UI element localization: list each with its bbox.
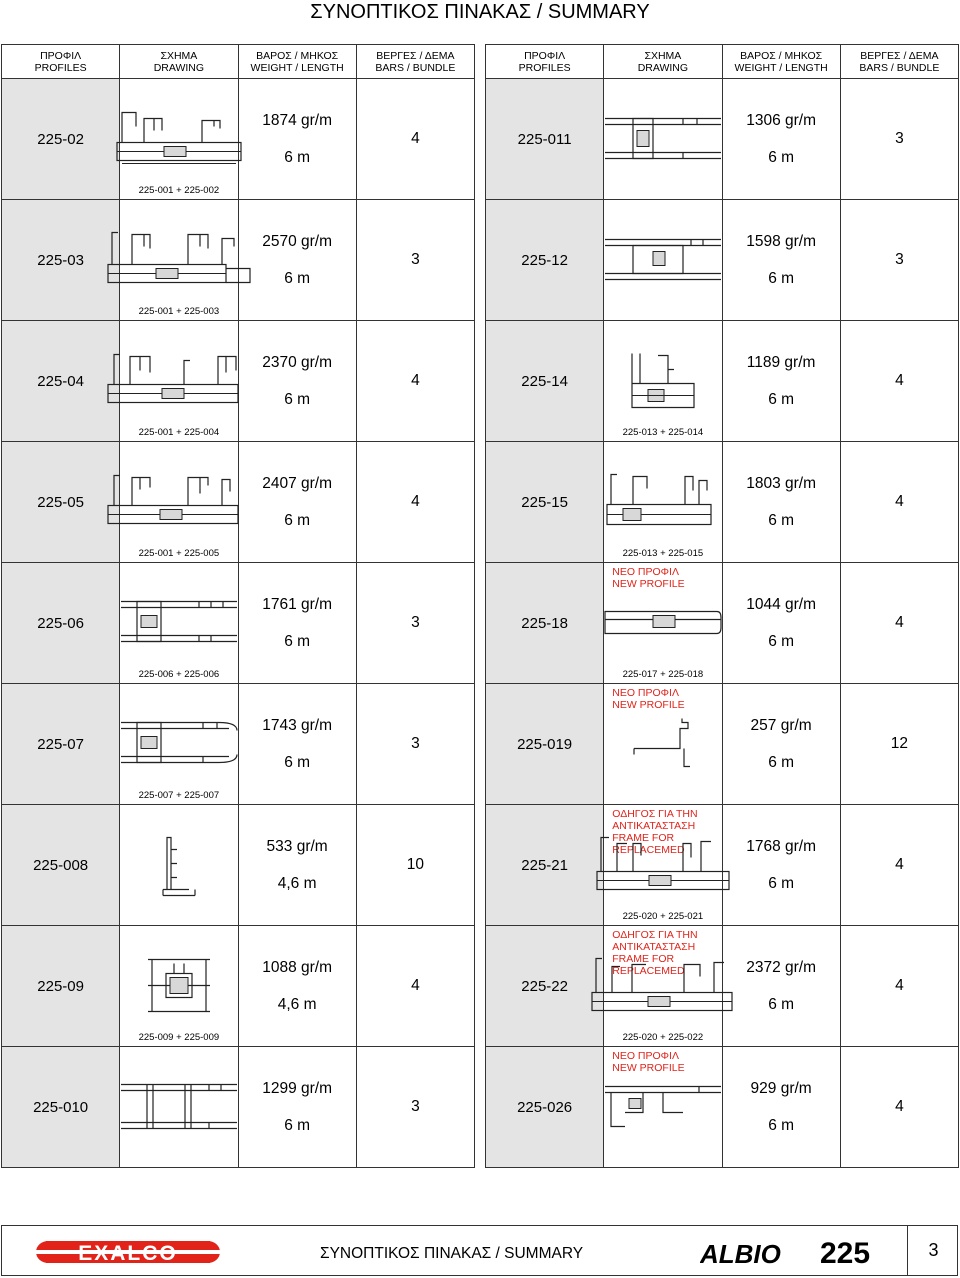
table-row: [486, 1047, 959, 1168]
weight-length-cell: [722, 805, 840, 926]
exalco-logo: [34, 1239, 222, 1270]
length-value: 6 m: [768, 1116, 795, 1134]
weight-length-cell: [722, 79, 840, 200]
profile-drawing-cell: [604, 563, 722, 684]
weight-value: 1874 gr/m: [262, 111, 333, 129]
length-value: 6 m: [768, 269, 795, 287]
table-row: [486, 563, 959, 684]
footer: [1, 1225, 958, 1276]
length-value: 6 m: [768, 995, 795, 1013]
length-value: 6 m: [768, 511, 795, 529]
table-row: [486, 805, 959, 926]
profile-note: [612, 1050, 684, 1074]
header-profiles: ΠΡΟΦΙΛ PROFILES: [2, 45, 120, 79]
profile-cross-section: [119, 719, 239, 774]
profile-combination-caption: 225-009 + 225-009: [138, 1032, 220, 1043]
profile-combination-caption: 225-001 + 225-005: [138, 548, 220, 559]
profile-drawing-cell: [120, 684, 238, 805]
length-value: 6 m: [284, 632, 311, 650]
profile-note: [612, 566, 684, 590]
weight-value: 1088 gr/m: [262, 958, 333, 976]
profile-note-line-1: ΝΕΟ ΠΡΟΦΙΛ: [612, 1050, 679, 1062]
header-profiles: ΠΡΟΦΙΛ PROFILES: [486, 45, 604, 79]
weight-length-cell: [238, 79, 356, 200]
profile-note-line-2: NEW PROFILE: [612, 1062, 685, 1074]
weight-length-cell: [238, 563, 356, 684]
table-row: [2, 442, 475, 563]
weight-value: 2570 gr/m: [262, 232, 333, 250]
bars-per-bundle: 4: [840, 563, 958, 684]
weight-length-cell: [722, 1047, 840, 1168]
bars-per-bundle: 4: [356, 321, 474, 442]
footer-title: ΣΥΝΟΠΤΙΚΟΣ ΠΙΝΑΚΑΣ / SUMMARY: [320, 1245, 584, 1262]
length-value: 6 m: [284, 511, 311, 529]
table-row: [2, 805, 475, 926]
profile-note-line-2: FRAME FOR REPLACEMED: [612, 953, 685, 977]
profile-note-line-2: FRAME FOR REPLACEMED: [612, 832, 685, 856]
profile-code: 225-15: [486, 442, 604, 563]
profile-code: 225-14: [486, 321, 604, 442]
profile-combination-caption: 225-017 + 225-018: [622, 669, 704, 680]
profile-code: 225-05: [2, 442, 120, 563]
weight-value: 1044 gr/m: [746, 595, 817, 613]
profile-drawing-cell: [604, 442, 722, 563]
profile-drawing-cell: [120, 442, 238, 563]
profile-drawing-cell: [120, 1047, 238, 1168]
profile-drawing-cell: [604, 926, 722, 1047]
profile-note-line-1: ΟΔΗΓΟΣ ΓΙΑ ΤΗΝ ΑΝΤΙΚΑΤΑΣΤΑΣΗ: [612, 929, 698, 953]
profile-cross-section: [119, 598, 239, 653]
bars-per-bundle: 3: [356, 563, 474, 684]
profile-cross-section: [114, 109, 244, 174]
weight-value: 533 gr/m: [266, 837, 328, 855]
profile-note-line-2: NEW PROFILE: [612, 699, 685, 711]
bars-per-bundle: 4: [840, 805, 958, 926]
length-value: 6 m: [284, 148, 311, 166]
bars-per-bundle: 4: [356, 442, 474, 563]
profile-note-line-1: ΟΔΗΓΟΣ ΓΙΑ ΤΗΝ ΑΝΤΙΚΑΤΑΣΤΑΣΗ: [612, 808, 698, 832]
profile-code: 225-026: [486, 1047, 604, 1168]
weight-value: 1306 gr/m: [746, 111, 817, 129]
bars-per-bundle: 3: [840, 200, 958, 321]
weight-length-cell: [722, 684, 840, 805]
profile-code: 225-019: [486, 684, 604, 805]
profile-drawing-cell: [604, 200, 722, 321]
table-row: [2, 684, 475, 805]
profile-combination-caption: 225-020 + 225-022: [622, 1032, 704, 1043]
weight-value: 1803 gr/m: [746, 474, 817, 492]
length-value: 6 m: [768, 148, 795, 166]
header-weight-length: ΒΑΡΟΣ / ΜΗΚΟΣ WEIGHT / LENGTH: [238, 45, 356, 79]
weight-value: 2370 gr/m: [262, 353, 333, 371]
profile-drawing-cell: [120, 805, 238, 926]
profile-code: 225-02: [2, 79, 120, 200]
weight-length-cell: [722, 321, 840, 442]
profile-cross-section: [603, 1083, 723, 1136]
length-value: 4,6 m: [277, 874, 317, 892]
profile-note-line-1: ΝΕΟ ΠΡΟΦΙΛ: [612, 566, 679, 578]
weight-length-cell: [238, 684, 356, 805]
bars-per-bundle: 3: [840, 79, 958, 200]
profile-cross-section: [603, 236, 723, 289]
profile-cross-section: [159, 830, 199, 905]
profile-cross-section: [104, 472, 254, 537]
length-value: 6 m: [284, 269, 311, 287]
profile-code: 225-008: [2, 805, 120, 926]
bars-per-bundle: 3: [356, 684, 474, 805]
profile-cross-section: [104, 229, 254, 296]
table-row: [486, 79, 959, 200]
table-row: [486, 442, 959, 563]
table-row: [2, 563, 475, 684]
weight-length-cell: [722, 926, 840, 1047]
profile-drawing-cell: [120, 321, 238, 442]
profile-combination-caption: 225-007 + 225-007: [138, 790, 220, 801]
bars-per-bundle: 4: [356, 79, 474, 200]
svg-text:EXALCO: EXALCO: [78, 1242, 178, 1265]
profile-code: 225-07: [2, 684, 120, 805]
header-weight-length: ΒΑΡΟΣ / ΜΗΚΟΣ WEIGHT / LENGTH: [722, 45, 840, 79]
weight-value: 1598 gr/m: [746, 232, 817, 250]
table-row: [486, 200, 959, 321]
table-row: [2, 200, 475, 321]
table-row: [486, 684, 959, 805]
profile-cross-section: [104, 351, 254, 416]
weight-length-cell: [238, 805, 356, 926]
page-number: 3: [928, 1240, 939, 1260]
profile-drawing-cell: [120, 79, 238, 200]
profile-cross-section: [119, 1081, 239, 1138]
profile-drawing-cell: [604, 684, 722, 805]
albio-225-logo: [700, 1235, 892, 1272]
table-row: [2, 926, 475, 1047]
profile-code: 225-010: [2, 1047, 120, 1168]
weight-value: 2407 gr/m: [262, 474, 333, 492]
profile-cross-section: [588, 953, 738, 1024]
profile-cross-section: [593, 832, 733, 903]
bars-per-bundle: 4: [840, 1047, 958, 1168]
table-row: [486, 321, 959, 442]
profile-code: 225-09: [2, 926, 120, 1047]
svg-text:ALBIO: ALBIO: [700, 1239, 781, 1267]
bars-per-bundle: 4: [840, 442, 958, 563]
bars-per-bundle: 4: [840, 926, 958, 1047]
weight-value: 1761 gr/m: [262, 595, 333, 613]
page-title: ΣΥΝΟΠΤΙΚΟΣ ΠΙΝΑΚΑΣ / SUMMARY: [310, 1, 650, 23]
table-row: [2, 321, 475, 442]
length-value: 6 m: [768, 390, 795, 408]
profile-cross-section: [628, 350, 698, 417]
profile-code: 225-12: [486, 200, 604, 321]
profile-drawing-cell: [604, 1047, 722, 1168]
weight-value: 1189 gr/m: [746, 353, 816, 371]
weight-length-cell: [238, 1047, 356, 1168]
page-number-box: [907, 1226, 959, 1275]
svg-text:225: 225: [820, 1237, 871, 1267]
bars-per-bundle: 3: [356, 1047, 474, 1168]
weight-value: 2372 gr/m: [746, 958, 817, 976]
bars-per-bundle: 12: [840, 684, 958, 805]
weight-value: 929 gr/m: [750, 1079, 812, 1097]
profile-cross-section: [603, 471, 723, 538]
length-value: 6 m: [284, 390, 311, 408]
length-value: 4,6 m: [277, 995, 317, 1013]
profile-code: 225-22: [486, 926, 604, 1047]
profile-combination-caption: 225-001 + 225-004: [138, 427, 220, 438]
header-bars-bundle: ΒΕΡΓΕΣ / ΔΕΜΑ BARS / BUNDLE: [840, 45, 958, 79]
profile-note-line-2: NEW PROFILE: [612, 578, 685, 590]
length-value: 6 m: [768, 632, 795, 650]
profile-code: 225-011: [486, 79, 604, 200]
profile-cross-section: [628, 715, 698, 778]
table-row: [486, 926, 959, 1047]
weight-value: 257 gr/m: [750, 716, 812, 734]
bars-per-bundle: 4: [840, 321, 958, 442]
bars-per-bundle: 10: [356, 805, 474, 926]
profile-combination-caption: 225-006 + 225-006: [138, 669, 220, 680]
length-value: 6 m: [284, 753, 311, 771]
weight-length-cell: [722, 563, 840, 684]
weight-length-cell: [722, 200, 840, 321]
weight-length-cell: [238, 442, 356, 563]
weight-length-cell: [722, 442, 840, 563]
profile-drawing-cell: [604, 805, 722, 926]
profile-cross-section: [144, 956, 214, 1021]
weight-value: 1743 gr/m: [262, 716, 333, 734]
weight-length-cell: [238, 200, 356, 321]
profile-cross-section: [603, 608, 723, 643]
weight-length-cell: [238, 926, 356, 1047]
profile-drawing-cell: [604, 321, 722, 442]
profile-drawing-cell: [120, 200, 238, 321]
summary-table-right: [485, 44, 959, 1168]
profile-code: 225-06: [2, 563, 120, 684]
summary-table-left: [1, 44, 475, 1168]
profile-combination-caption: 225-013 + 225-014: [622, 427, 704, 438]
header-bars-bundle: ΒΕΡΓΕΣ / ΔΕΜΑ BARS / BUNDLE: [356, 45, 474, 79]
profile-code: 225-04: [2, 321, 120, 442]
weight-value: 1768 gr/m: [746, 837, 817, 855]
profile-drawing-cell: [604, 79, 722, 200]
profile-combination-caption: 225-001 + 225-003: [138, 306, 220, 317]
profile-drawing-cell: [120, 926, 238, 1047]
profile-note: [612, 687, 684, 711]
table-row: [2, 79, 475, 200]
profile-combination-caption: 225-020 + 225-021: [622, 911, 704, 922]
header-drawing: ΣΧΗΜΑ DRAWING: [120, 45, 238, 79]
length-value: 6 m: [768, 874, 795, 892]
profile-combination-caption: 225-013 + 225-015: [622, 548, 704, 559]
profile-code: 225-03: [2, 200, 120, 321]
profile-note-line-1: ΝΕΟ ΠΡΟΦΙΛ: [612, 687, 679, 699]
bars-per-bundle: 3: [356, 200, 474, 321]
header-drawing: ΣΧΗΜΑ DRAWING: [604, 45, 722, 79]
weight-value: 1299 gr/m: [262, 1079, 333, 1097]
profile-combination-caption: 225-001 + 225-002: [138, 185, 220, 196]
table-row: [2, 1047, 475, 1168]
profile-code: 225-18: [486, 563, 604, 684]
length-value: 6 m: [284, 1116, 311, 1134]
weight-length-cell: [238, 321, 356, 442]
profile-cross-section: [603, 115, 723, 168]
profile-code: 225-21: [486, 805, 604, 926]
profile-drawing-cell: [120, 563, 238, 684]
bars-per-bundle: 4: [356, 926, 474, 1047]
length-value: 6 m: [768, 753, 795, 771]
